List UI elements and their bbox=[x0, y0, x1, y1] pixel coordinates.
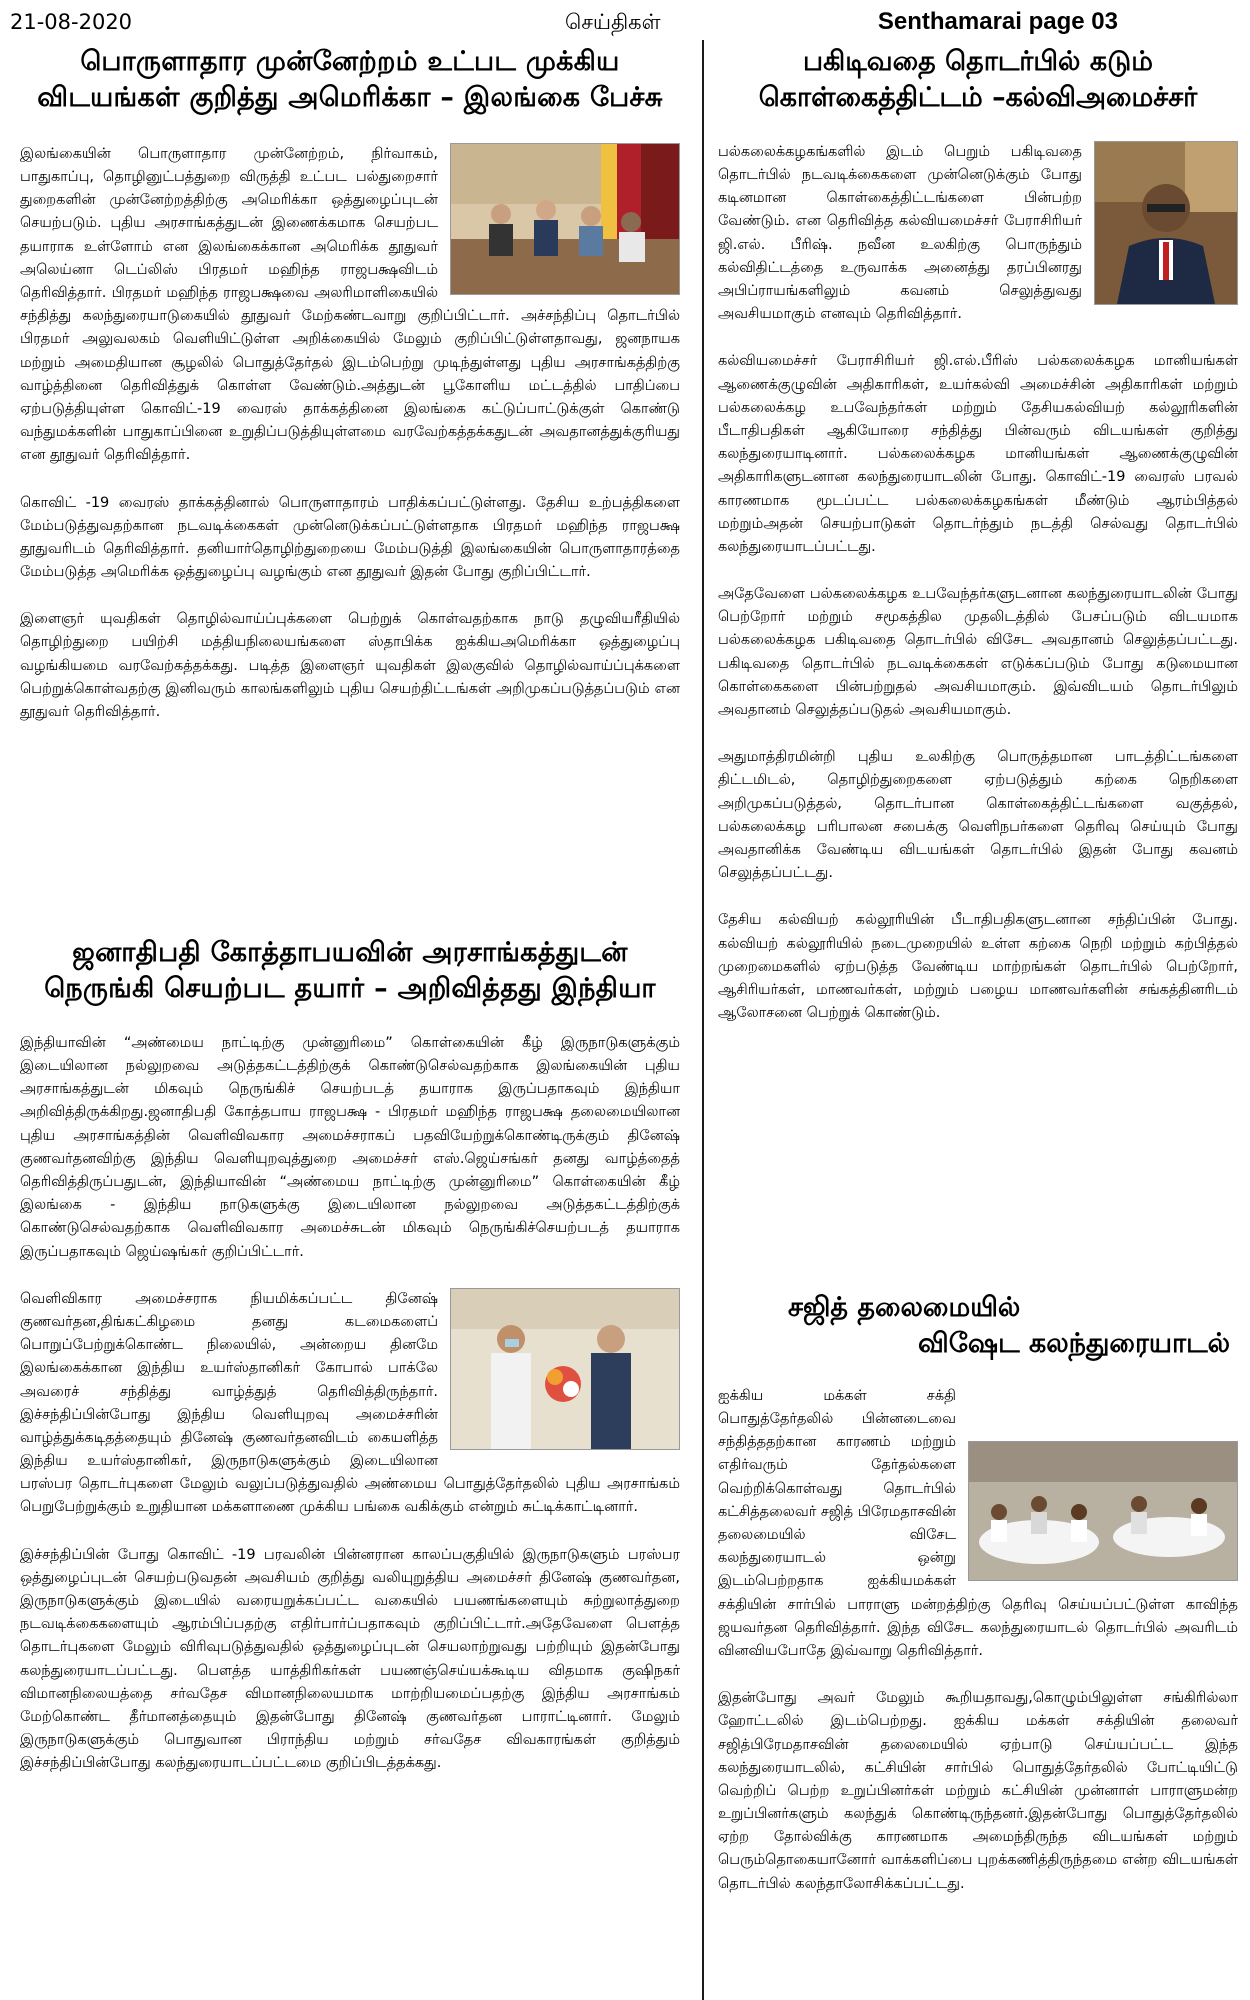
article-paragraph: அதுமாத்திரமின்றி புதிய உலகிற்கு பொருத்தமான பாடத்திட்டங்களை திட்டமிடல், தொழிற்துறைகளை ஏற்படுத்தும் கற்கை நெறிகளை அறிமுகப்படுத்தல், தொடர்பான கொள்கைத்திட்டங்களை வகுத்தல், பல்கலைக்கழ பரிபாலன சபைக்கு வெளிநபர்களை தெரிவு செய்யும் போது அவதானிக்க வேண்டிய விடயங்கள் தொடர்பில் இதன் போது கவனம் செலுத்தப்பட்டது. bbox=[718, 749, 1238, 882]
article-us-srilanka-talks bbox=[20, 44, 680, 748]
article-paragraph: இளைஞர் யுவதிகள் தொழில்வாய்ப்புக்களை பெற்றுக் கொள்வதற்காக நாடு தழுவியரீதியில் தொழிற்துறை பயிற்சி மத்தியநிலையங்களை ஸ்தாபிக்க ஐக்கியஅமெரிக்கா ஒத்துழைப்பு வழங்கியமை வரவேற்கத்தக்கது. படித்த இளைஞர் யுவதிகள் இலகுவில் தொழில்வாய்ப்புக்களை பெற்றுக்கொள்வதற்கு இனிவரும் காலங்களிலும் புதிய செயற்திட்டங்கள் அறிமுகப்படுத்தப்படும் என தூதுவர் தெரிவித்தார். bbox=[20, 611, 680, 720]
article-headline: பொருளாதார முன்னேற்றம் உட்பட முக்கிய விடயங்கள் குறித்து அமெரிக்கா – இலங்கை பேச்சு bbox=[37, 46, 663, 114]
us-ambassador-meeting-photo bbox=[450, 143, 680, 295]
page-header bbox=[0, 0, 1250, 40]
article-paragraph: ஐக்கிய மக்கள் சக்தி பொதுத்தேர்தலில் பின்னடைவை சந்தித்ததற்கான காரணம் மற்றும் எதிர்வரும் தேர்தல்களை வெற்றிக்கொள்வது தொடர்பில் கட்சித்தலைவர் சஜித் பிரேமதாசவின் தலைமையில் விசேட கலந்துரையாடல் ஒன்று இடம்பெற்றதாக ஐக்கியமக்கள் சக்தியின் சார்பில் பாராளு மன்றத்திற்கு தெரிவு செய்யப்பட்டுள்ள காவிந்த ஜயவர்தன தெரிவித்தார். இந்த விசேட கலந்துரையாடல் தொடர்பில் அவரிடம் வினவியபோதே இவ்வாறு தெரிவித்தார். bbox=[718, 1387, 1238, 1659]
article-paragraph: இந்தியாவின் “அண்மைய நாட்டிற்கு முன்னுரிமை” கொள்கையின் கீழ் இருநாடுகளுக்கும் இடையிலான நல்லுறவை அடுத்தகட்டத்திற்குக் கொண்டுசெல்வதற்காக இலங்கையின் புதிய அரசாங்கத்துடன் மிகவும் நெருங்கிச் செயற்படத் தயாராக இருப்பதாகவும் இந்தியா அறிவித்திருக்கிறது.ஜனாதிபதி கோத்தபாய ராஜபக்ஷ - பிரதமர் மஹிந்த ராஜபக்ஷ தலைமையிலான புதிய அரசாங்கத்தின் வெளிவிவகார அமைச்சராகப் பதவியேற்றுக்கொண்டிருக்கும் தினேஷ் குணவர்தனவிற்கு இந்திய வெளியுறவுத்துறை அமைச்சர் எஸ்.ஜெய்சங்கர் தனது வாழ்த்தைத் தெரிவித்திருப்பதுடன், இந்தியாவின் “அண்மைய நாட்டிற்கு முன்னுரிமை” கொள்கையின் கீழ் இலங்கை - இந்திய நாடுகளுக்கு இடையிலான நல்லுறவை அடுத்தகட்டத்திற்குக் கொண்டுசெல்வதற்காக வெளிவிவகார அமைச்சுடன் மிகவும் நெருங்கிச்செயற்படத் தயாராக இருப்பதாகவும் ஜெய்ஷங்கர் குறிப்பிட்டார். bbox=[20, 1034, 680, 1260]
article-ragging-policy bbox=[718, 44, 1238, 1049]
article-paragraph: வெளிவிகார அமைச்சராக நியமிக்கப்பட்ட தினேஷ் குணவர்தன,திங்கட்கிழமை தனது கடமைகளைப் பொறுப்பேற்றுக்கொண்ட நிலையில், அன்றைய தினமே இலங்கைக்கான இந்திய உயர்ஸ்தானிகர் கோபால் பாக்லே அவரைச் சந்தித்து வாழ்த்துத் தெரிவித்திருந்தார். இச்சந்திப்பின்போது இந்திய வெளியுறவு அமைச்சரின் வாழ்த்துக்கடிதத்தையும் தினேஷ் குணவர்தனவிடம் கையளித்த இந்திய உயர்ஸ்தானிகர், இருநாடுகளுக்கும் இடையிலான பரஸ்பர தொடர்புகளை மேலும் வலுப்படுத்துவதில் அண்மைய பொதுத்தேர்தலில் புதிய அரசாங்கம் பெறுபேற்றுக்கும் உறுதியான மக்களாணை முக்கிய பங்கை வகிக்கும் என்றும் சுட்டிக்காட்டினார். bbox=[20, 1290, 680, 1516]
article-paragraph: இலங்கையின் பொருளாதார முன்னேற்றம், நிர்வாகம், பாதுகாப்பு, தொழினுட்பத்துறை விருத்தி உட்பட பல்துறைசார் துறைகளின் முன்னேற்றத்திற்கு அமெரிக்கா ஒத்துழைப்புடன் செயற்படும். புதிய அரசாங்கத்துடன் இணைக்கமாக செயற்பட தயாராக உள்ளோம் என இலங்கைக்கான அமெரிக்க தூதுவர் அலெய்னா டெப்லிஸ் பிரதமர் மஹிந்த ராஜபக்ஷவிடம் தெரிவித்தார். பிரதமர் மஹிந்த ராஜபக்ஷவை அலரிமாளிகையில் சந்தித்து கலந்துரையாடுகையில் தூதுவர் மேற்கண்டவாறு குறிப்பிட்டார். அச்சந்திப்பு தொடர்பில் பிரதமர் அலுவலகம் வெளியிட்டுள்ள அறிக்கையில் மேலும் குறிப்பிட்டுள்ளதாவது, ஜனநாயக மற்றும் அமைதியான சூழலில் பொதுத்தேர்தல் இடம்பெற்று முடிந்துள்ளது புதிய அரசாங்கத்திற்கு வாழ்த்தினை தெரிவித்துக் கொள்ள வேண்டும்.அத்துடன் பூகோளிய மட்டத்தில் பாதிப்பை ஏற்படுத்தியுள்ள கொவிட்-19 வைரஸ் தாக்கத்தினை இலங்கை கட்டுப்பாட்டுக்குள் கொண்டு வந்துமக்களின் பாதுகாப்பினை உறுதிப்படுத்தியுள்ளமை வரவேற்கத்தக்கதுடன் அவதானத்துக்குரியது என தூதுவர் தெரிவித்தார். bbox=[20, 145, 680, 464]
article-paragraph: இச்சந்திப்பின் போது கொவிட் -19 பரவலின் பின்னரான காலப்பகுதியில் இருநாடுகளும் பரஸ்பர ஒத்துழைப்புடன் செயற்படுவதன் அவசியம் குறித்து வலியுறுத்திய அமைச்சர் தினேஷ் குணவர்தன, இருநாடுகளுக்கும் இடையில் வரையறுக்கப்பட்ட வகையில் பயணங்களையும் சுற்றுலாத்துறை நடவடிக்கைகளையும் ஆரம்பிப்பதற்கு எதிர்பார்ப்பதாகவும் குறிப்பிட்டார்.அதேவேளை பௌத்த தொடர்புகளை மேலும் விரிவுபடுத்துவதில் ஒத்துழைப்புடன் செயலாற்றுவது பற்றியும் இதன்போது கலந்துரையாடப்பட்டது. பௌத்த யாத்திரிகர்கள் பயணஞ்செய்யக்கூடிய விதமாக குஷிநகர் விமானநிலையத்தை சர்வதேச விமானநிலையமாக மாற்றியமைப்பதற்கு இந்திய அரசாங்கம் மேற்கொண்ட தீர்மானத்தையும் இதன்போது தினேஷ் குணவர்தன பாராட்டினார். மேலும் இருநாடுகளுக்கும் பொதுவான பிராந்திய மற்றும் சர்வதேச விவகாரங்கள் குறித்தும் இச்சந்திப்பின்போது கலந்துரையாடப்பட்டமை குறிப்பிடத்தக்கது. bbox=[20, 1546, 680, 1772]
article-headline-line2: விஷேட கலந்துரையாடல் bbox=[918, 1328, 1231, 1360]
article-paragraph: இதன்போது அவர் மேலும் கூறியதாவது,கொழும்பிலுள்ள சங்கிரில்லா ஹோட்டலில் இடம்பெற்றது. ஐக்கிய மக்கள் சக்தியின் தலைவர் சஜித்பிரேமதாசவின் தலைமையில் ஏற்பாடு செய்யப்பட்ட இந்த கலந்துரையாடலில், கட்சியின் சார்பில் பொதுத்தேர்தலில் போட்டியிட்டு வெற்றிப் பெற்ற உறுப்பினர்கள் மற்றும் கட்சியின் முன்னாள் பாராளுமன்ற உறுப்பினர்களும் கலந்துக் கொண்டிருந்தனர்.இதன்போது பொதுத்தேர்தலில் ஏற்ற தோல்விக்கு காரணமாக அமைந்திருந்த விடயங்கள் மற்றும் பெரும்தொகையானோர் வாக்களிப்பை புறக்கணித்திருந்தமை என்ற விடயங்கள் தொடர்பில் கலந்தாலோசிக்கப்பட்டது. bbox=[718, 1690, 1238, 1892]
article-headline: பகிடிவதை தொடர்பில் கடும் கொள்கைத்திட்டம் –கல்விஅமைச்சர் bbox=[758, 46, 1198, 114]
article-sajith-meeting bbox=[718, 1290, 1238, 1920]
issue-date: 21-08-2020 bbox=[10, 10, 133, 34]
article-paragraph: கொவிட் -19 வைரஸ் தாக்கத்தினால் பொருளாதாரம் பாதிக்கப்பட்டுள்ளது. தேசிய உற்பத்திகளை மேம்படுத்துவதற்கான நடவடிக்கைகள் முன்னெடுக்கப்பட்டுள்ளதாக பிரதமர் மஹிந்த ராஜபக்ஷ தூதுவரிடம் தெரிவித்தார். தனியார்தொழிற்துறையை மேம்படுத்தி இலங்கையின் பொருளாதாரத்தை மேம்படுத்த அமெரிக்க ஒத்துழைப்பு வழங்கும் என தூதுவர் இதன் போது குறிப்பிட்டார். bbox=[20, 494, 680, 581]
article-paragraph: தேசிய கல்வியற் கல்லூரியின் பீடாதிபதிகளுடனான சந்திப்பின் போது. கல்வியற் கல்லூரியில் நடைமுறையில் உள்ள கற்கை நெறி மற்றும் கற்பித்தல் முறைமைகளில் ஏற்படுத்த வேண்டிய மாற்றங்கள் தொடர்பில் பெற்றோர், ஆசிரியர்கள், மாணவர்கள், மற்றும் பழைய மாணவர்களின் சங்கத்தினரிடம் ஆலோசனை பெற்றுக் கொண்டும். bbox=[718, 912, 1238, 1022]
education-minister-portrait bbox=[1094, 141, 1238, 305]
paper-page-label: Senthamarai page 03 bbox=[877, 8, 1118, 35]
article-paragraph: அதேவேளை பல்கலைக்கழக உபவேந்தர்களுடனான கலந்துரையாடலின் போது பெற்றோர் மற்றும் சமூகத்தில முதலிடத்தில் பேசப்படும் விடயமாக பல்கலைக்கழக பகிடிவதை தொடர்பில் விசேட அவதானம் செலுத்தப்பட்டது. பகிடிவதை தொடர்பில் நடவடிக்கைகள் எடுக்கப்படும் போது கடுமையான கொள்கைகளை பின்பற்றுதல் அவசியமாகும். இவ்விடயம் தொடர்பிலும் அவதானம் செலுத்தப்படுதல் அவசியமாகும். bbox=[718, 586, 1238, 718]
article-headline: ஜனாதிபதி கோத்தாபயவின் அரசாங்கத்துடன் நெருங்கி செயற்பட தயார் – அறிவித்தது இந்தியா bbox=[44, 937, 656, 1005]
column-divider bbox=[702, 40, 704, 2000]
india-high-commissioner-photo bbox=[450, 1288, 680, 1450]
article-paragraph: கல்வியமைச்சர் பேராசிரியர் ஜி.எல்.பீரிஸ் பல்கலைக்கழக மானியங்கள் ஆணைக்குழுவின் அதிகாரிகள், உயர்கல்வி அமைச்சின் அதிகாரிகள் மற்றும் பல்கலைக்கழ உபவேந்தர்கள் மற்றும் தேசியகல்வியற் கல்லூரிகளின் பீடாதிபதிகள் ஆகியோரை சந்தித்து பின்வரும் விடயங்கள் குறித்து கலந்துரையாடினார். பல்கலைக்கழக மானியங்கள் ஆணைக்குழுவின் அதிகாரிகளுடனான கலந்துரையாடலின் போது. கொவிட்-19 வைரஸ் பரவல் காரணமாக மூடப்பட்ட பல்கலைக்கழகங்கள் மீண்டும் ஆரம்பித்தல் மற்றும்அதன் செயற்பாடுகள் தொடர்ந்தும் நடத்தி செல்வது தொடர்பில் கலந்துரையாடப்பட்டது. bbox=[718, 353, 1238, 555]
section-name: செய்திகள் bbox=[565, 10, 661, 34]
sajith-meeting-photo bbox=[968, 1441, 1238, 1581]
article-paragraph: பல்கலைக்கழகங்களில் இடம் பெறும் பகிடிவதை தொடர்பில் நடவடிக்கைகளை முன்னெடுக்கும் போது கடினமான கொள்கைத்திட்டங்களை பின்பற்ற வேண்டும். என தெரிவித்த கல்வியமைச்சர் பேராசிரியர் ஜி.எல். பீரிஷ். நவீன உலகிற்கு பொருந்தும் கல்விதிட்டத்தை உருவாக்க அனைத்து தரப்பினரது அபிப்ராயங்களிலும் கவனம் செலுத்துவது அவசியமாகும் எனவும் தெரிவித்தார். bbox=[718, 143, 1082, 323]
article-headline-line1: சஜித் தலைமையில் bbox=[788, 1292, 1021, 1323]
article-india-cooperation bbox=[20, 935, 680, 1800]
